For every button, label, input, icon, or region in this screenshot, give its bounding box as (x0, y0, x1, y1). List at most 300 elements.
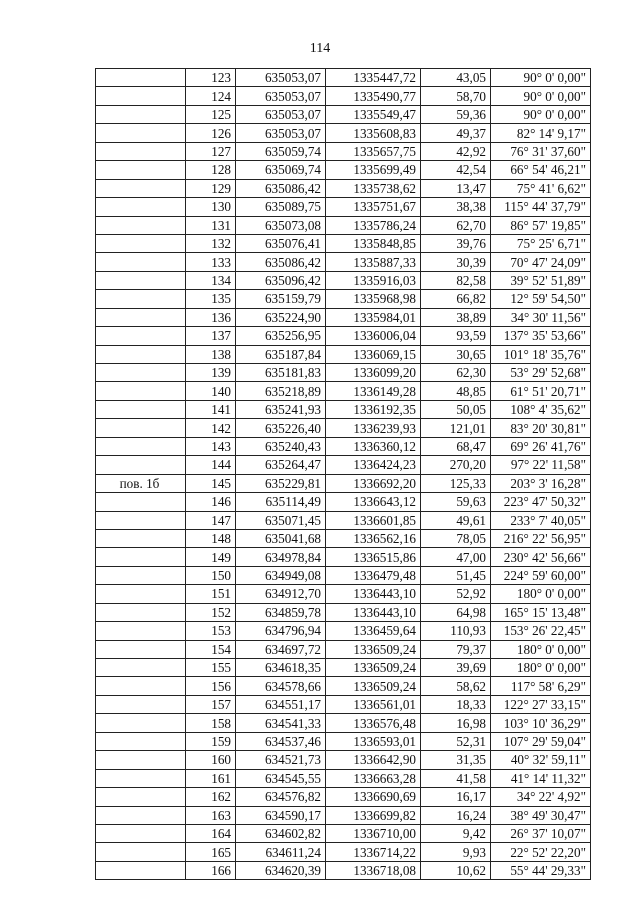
point-number-cell: 163 (186, 806, 236, 824)
x-coordinate-cell: 635059,74 (236, 142, 326, 160)
x-coordinate-cell: 635089,75 (236, 198, 326, 216)
segment-length-cell: 16,98 (421, 714, 491, 732)
x-coordinate-cell: 634796,94 (236, 622, 326, 640)
point-number-cell: 144 (186, 456, 236, 474)
y-coordinate-cell: 1336642,90 (326, 751, 421, 769)
direction-angle-cell: 224° 59' 60,00" (491, 566, 591, 584)
point-number-cell: 131 (186, 216, 236, 234)
table-row (96, 603, 591, 621)
segment-length-cell: 39,69 (421, 659, 491, 677)
table-row (96, 271, 591, 289)
turn-label-cell (96, 861, 186, 879)
segment-length-cell: 49,37 (421, 124, 491, 142)
segment-length-cell: 82,58 (421, 271, 491, 289)
x-coordinate-cell: 635086,42 (236, 253, 326, 271)
page-number: 114 (309, 41, 331, 56)
direction-angle-cell: 39° 52' 51,89" (491, 271, 591, 289)
table-row (96, 253, 591, 271)
direction-angle-cell: 40° 32' 59,11" (491, 751, 591, 769)
x-coordinate-cell: 634602,82 (236, 824, 326, 842)
table-row (96, 824, 591, 842)
x-coordinate-cell: 635229,81 (236, 474, 326, 492)
segment-length-cell: 16,24 (421, 806, 491, 824)
y-coordinate-cell: 1336479,48 (326, 566, 421, 584)
segment-length-cell: 43,05 (421, 69, 491, 87)
direction-angle-cell: 90° 0' 0,00" (491, 69, 591, 87)
point-number-cell: 124 (186, 87, 236, 105)
turn-label-cell (96, 69, 186, 87)
turn-label-cell (96, 585, 186, 603)
turn-label-cell (96, 640, 186, 658)
segment-length-cell: 58,62 (421, 677, 491, 695)
x-coordinate-cell: 634949,08 (236, 566, 326, 584)
coordinates-table (95, 68, 591, 880)
turn-label-cell (96, 198, 186, 216)
x-coordinate-cell: 635096,42 (236, 271, 326, 289)
segment-length-cell: 10,62 (421, 861, 491, 879)
point-number-cell: 154 (186, 640, 236, 658)
table-row (96, 456, 591, 474)
turn-label-cell (96, 548, 186, 566)
segment-length-cell: 79,37 (421, 640, 491, 658)
y-coordinate-cell: 1336099,20 (326, 364, 421, 382)
table-row (96, 69, 591, 87)
y-coordinate-cell: 1336443,10 (326, 585, 421, 603)
direction-angle-cell: 53° 29' 52,68" (491, 364, 591, 382)
point-number-cell: 148 (186, 529, 236, 547)
direction-angle-cell: 97° 22' 11,58" (491, 456, 591, 474)
y-coordinate-cell: 1335887,33 (326, 253, 421, 271)
turn-label-cell (96, 622, 186, 640)
turn-label-cell (96, 843, 186, 861)
point-number-cell: 159 (186, 732, 236, 750)
point-number-cell: 134 (186, 271, 236, 289)
point-number-cell: 150 (186, 566, 236, 584)
x-coordinate-cell: 634912,70 (236, 585, 326, 603)
direction-angle-cell: 90° 0' 0,00" (491, 87, 591, 105)
x-coordinate-cell: 635114,49 (236, 493, 326, 511)
direction-angle-cell: 26° 37' 10,07" (491, 824, 591, 842)
x-coordinate-cell: 635181,83 (236, 364, 326, 382)
segment-length-cell: 50,05 (421, 400, 491, 418)
turn-label-cell (96, 788, 186, 806)
point-number-cell: 166 (186, 861, 236, 879)
point-number-cell: 143 (186, 437, 236, 455)
table-row (96, 87, 591, 105)
segment-length-cell: 62,30 (421, 364, 491, 382)
segment-length-cell: 59,63 (421, 493, 491, 511)
turn-label-cell (96, 234, 186, 252)
point-number-cell: 147 (186, 511, 236, 529)
segment-length-cell: 78,05 (421, 529, 491, 547)
direction-angle-cell: 69° 26' 41,76" (491, 437, 591, 455)
table-row (96, 216, 591, 234)
turn-label-cell (96, 511, 186, 529)
point-number-cell: 160 (186, 751, 236, 769)
direction-angle-cell: 203° 3' 16,28" (491, 474, 591, 492)
table-row (96, 529, 591, 547)
turn-label-cell (96, 271, 186, 289)
segment-length-cell: 62,70 (421, 216, 491, 234)
turn-label-cell (96, 824, 186, 842)
y-coordinate-cell: 1336663,28 (326, 769, 421, 787)
x-coordinate-cell: 635226,40 (236, 419, 326, 437)
direction-angle-cell: 108° 4' 35,62" (491, 400, 591, 418)
turn-label-cell (96, 456, 186, 474)
direction-angle-cell: 41° 14' 11,32" (491, 769, 591, 787)
segment-length-cell: 52,31 (421, 732, 491, 750)
x-coordinate-cell: 634541,33 (236, 714, 326, 732)
segment-length-cell: 30,65 (421, 345, 491, 363)
segment-length-cell: 18,33 (421, 695, 491, 713)
point-number-cell: 157 (186, 695, 236, 713)
direction-angle-cell: 83° 20' 30,81" (491, 419, 591, 437)
turn-label-cell (96, 769, 186, 787)
x-coordinate-cell: 635264,47 (236, 456, 326, 474)
table-row (96, 640, 591, 658)
x-coordinate-cell: 635053,07 (236, 124, 326, 142)
direction-angle-cell: 165° 15' 13,48" (491, 603, 591, 621)
turn-label-cell (96, 806, 186, 824)
direction-angle-cell: 180° 0' 0,00" (491, 640, 591, 658)
segment-length-cell: 9,93 (421, 843, 491, 861)
x-coordinate-cell: 634545,55 (236, 769, 326, 787)
direction-angle-cell: 90° 0' 0,00" (491, 105, 591, 123)
point-number-cell: 129 (186, 179, 236, 197)
direction-angle-cell: 107° 29' 59,04" (491, 732, 591, 750)
segment-length-cell: 121,01 (421, 419, 491, 437)
table-row (96, 751, 591, 769)
y-coordinate-cell: 1335848,85 (326, 234, 421, 252)
table-row (96, 382, 591, 400)
direction-angle-cell: 70° 47' 24,09" (491, 253, 591, 271)
table-row (96, 290, 591, 308)
point-number-cell: 152 (186, 603, 236, 621)
turn-label-cell: пов. 1б (96, 474, 186, 492)
y-coordinate-cell: 1336515,86 (326, 548, 421, 566)
turn-label-cell (96, 529, 186, 547)
y-coordinate-cell: 1336459,64 (326, 622, 421, 640)
y-coordinate-cell: 1335447,72 (326, 69, 421, 87)
table-row (96, 714, 591, 732)
y-coordinate-cell: 1335786,24 (326, 216, 421, 234)
x-coordinate-cell: 635241,93 (236, 400, 326, 418)
direction-angle-cell: 38° 49' 30,47" (491, 806, 591, 824)
table-row (96, 843, 591, 861)
table-row (96, 659, 591, 677)
x-coordinate-cell: 634611,24 (236, 843, 326, 861)
direction-angle-cell: 75° 41' 6,62" (491, 179, 591, 197)
point-number-cell: 136 (186, 308, 236, 326)
y-coordinate-cell: 1336424,23 (326, 456, 421, 474)
table-row (96, 474, 591, 492)
point-number-cell: 132 (186, 234, 236, 252)
table-row (96, 511, 591, 529)
x-coordinate-cell: 634618,35 (236, 659, 326, 677)
x-coordinate-cell: 635256,95 (236, 327, 326, 345)
y-coordinate-cell: 1335738,62 (326, 179, 421, 197)
segment-length-cell: 38,89 (421, 308, 491, 326)
direction-angle-cell: 86° 57' 19,85" (491, 216, 591, 234)
table-row (96, 677, 591, 695)
y-coordinate-cell: 1335490,77 (326, 87, 421, 105)
direction-angle-cell: 55° 44' 29,33" (491, 861, 591, 879)
x-coordinate-cell: 634578,66 (236, 677, 326, 695)
table-row (96, 861, 591, 879)
direction-angle-cell: 82° 14' 9,17" (491, 124, 591, 142)
y-coordinate-cell: 1336509,24 (326, 659, 421, 677)
table-row (96, 493, 591, 511)
segment-length-cell: 66,82 (421, 290, 491, 308)
segment-length-cell: 47,00 (421, 548, 491, 566)
table-row (96, 327, 591, 345)
point-number-cell: 164 (186, 824, 236, 842)
segment-length-cell: 64,98 (421, 603, 491, 621)
x-coordinate-cell: 635069,74 (236, 161, 326, 179)
direction-angle-cell: 61° 51' 20,71" (491, 382, 591, 400)
direction-angle-cell: 22° 52' 22,20" (491, 843, 591, 861)
segment-length-cell: 270,20 (421, 456, 491, 474)
table-row (96, 364, 591, 382)
turn-label-cell (96, 308, 186, 326)
table-row (96, 806, 591, 824)
point-number-cell: 135 (186, 290, 236, 308)
y-coordinate-cell: 1336562,16 (326, 529, 421, 547)
point-number-cell: 138 (186, 345, 236, 363)
segment-length-cell: 68,47 (421, 437, 491, 455)
segment-length-cell: 110,93 (421, 622, 491, 640)
turn-label-cell (96, 253, 186, 271)
y-coordinate-cell: 1336718,08 (326, 861, 421, 879)
y-coordinate-cell: 1336714,22 (326, 843, 421, 861)
table-row (96, 179, 591, 197)
y-coordinate-cell: 1336149,28 (326, 382, 421, 400)
segment-length-cell: 52,92 (421, 585, 491, 603)
y-coordinate-cell: 1336561,01 (326, 695, 421, 713)
direction-angle-cell: 103° 10' 36,29" (491, 714, 591, 732)
segment-length-cell: 49,61 (421, 511, 491, 529)
point-number-cell: 139 (186, 364, 236, 382)
y-coordinate-cell: 1336643,12 (326, 493, 421, 511)
point-number-cell: 161 (186, 769, 236, 787)
y-coordinate-cell: 1336006,04 (326, 327, 421, 345)
point-number-cell: 155 (186, 659, 236, 677)
point-number-cell: 137 (186, 327, 236, 345)
direction-angle-cell: 66° 54' 46,21" (491, 161, 591, 179)
table-row (96, 695, 591, 713)
x-coordinate-cell: 635053,07 (236, 69, 326, 87)
point-number-cell: 130 (186, 198, 236, 216)
direction-angle-cell: 230° 42' 56,66" (491, 548, 591, 566)
table-row (96, 437, 591, 455)
turn-label-cell (96, 659, 186, 677)
turn-label-cell (96, 603, 186, 621)
segment-length-cell: 30,39 (421, 253, 491, 271)
point-number-cell: 125 (186, 105, 236, 123)
y-coordinate-cell: 1336192,35 (326, 400, 421, 418)
direction-angle-cell: 137° 35' 53,66" (491, 327, 591, 345)
x-coordinate-cell: 635187,84 (236, 345, 326, 363)
x-coordinate-cell: 635240,43 (236, 437, 326, 455)
point-number-cell: 126 (186, 124, 236, 142)
turn-label-cell (96, 124, 186, 142)
turn-label-cell (96, 216, 186, 234)
turn-label-cell (96, 695, 186, 713)
y-coordinate-cell: 1336699,82 (326, 806, 421, 824)
y-coordinate-cell: 1336692,20 (326, 474, 421, 492)
x-coordinate-cell: 634978,84 (236, 548, 326, 566)
segment-length-cell: 125,33 (421, 474, 491, 492)
y-coordinate-cell: 1336239,93 (326, 419, 421, 437)
turn-label-cell (96, 751, 186, 769)
x-coordinate-cell: 635073,08 (236, 216, 326, 234)
table-row (96, 769, 591, 787)
table-row (96, 105, 591, 123)
x-coordinate-cell: 634551,17 (236, 695, 326, 713)
y-coordinate-cell: 1336069,15 (326, 345, 421, 363)
table-row (96, 308, 591, 326)
turn-label-cell (96, 179, 186, 197)
table-row (96, 161, 591, 179)
point-number-cell: 123 (186, 69, 236, 87)
point-number-cell: 127 (186, 142, 236, 160)
point-number-cell: 151 (186, 585, 236, 603)
segment-length-cell: 39,76 (421, 234, 491, 252)
table-row (96, 548, 591, 566)
x-coordinate-cell: 635041,68 (236, 529, 326, 547)
turn-label-cell (96, 566, 186, 584)
segment-length-cell: 41,58 (421, 769, 491, 787)
turn-label-cell (96, 400, 186, 418)
y-coordinate-cell: 1336690,69 (326, 788, 421, 806)
x-coordinate-cell: 635053,07 (236, 105, 326, 123)
direction-angle-cell: 233° 7' 40,05" (491, 511, 591, 529)
x-coordinate-cell: 635159,79 (236, 290, 326, 308)
y-coordinate-cell: 1336509,24 (326, 677, 421, 695)
direction-angle-cell: 216° 22' 56,95" (491, 529, 591, 547)
segment-length-cell: 51,45 (421, 566, 491, 584)
x-coordinate-cell: 635076,41 (236, 234, 326, 252)
turn-label-cell (96, 87, 186, 105)
table-row (96, 234, 591, 252)
point-number-cell: 156 (186, 677, 236, 695)
segment-length-cell: 31,35 (421, 751, 491, 769)
direction-angle-cell: 223° 47' 50,32" (491, 493, 591, 511)
turn-label-cell (96, 327, 186, 345)
segment-length-cell: 9,42 (421, 824, 491, 842)
direction-angle-cell: 12° 59' 54,50" (491, 290, 591, 308)
turn-label-cell (96, 142, 186, 160)
direction-angle-cell: 34° 22' 4,92" (491, 788, 591, 806)
segment-length-cell: 38,38 (421, 198, 491, 216)
y-coordinate-cell: 1335968,98 (326, 290, 421, 308)
y-coordinate-cell: 1336509,24 (326, 640, 421, 658)
turn-label-cell (96, 677, 186, 695)
y-coordinate-cell: 1335984,01 (326, 308, 421, 326)
y-coordinate-cell: 1336360,12 (326, 437, 421, 455)
point-number-cell: 140 (186, 382, 236, 400)
direction-angle-cell: 153° 26' 22,45" (491, 622, 591, 640)
turn-label-cell (96, 493, 186, 511)
turn-label-cell (96, 345, 186, 363)
x-coordinate-cell: 634697,72 (236, 640, 326, 658)
turn-label-cell (96, 290, 186, 308)
table-row (96, 198, 591, 216)
segment-length-cell: 59,36 (421, 105, 491, 123)
segment-length-cell: 93,59 (421, 327, 491, 345)
turn-label-cell (96, 364, 186, 382)
x-coordinate-cell: 635071,45 (236, 511, 326, 529)
point-number-cell: 146 (186, 493, 236, 511)
turn-label-cell (96, 161, 186, 179)
y-coordinate-cell: 1335608,83 (326, 124, 421, 142)
direction-angle-cell: 122° 27' 33,15" (491, 695, 591, 713)
x-coordinate-cell: 635224,90 (236, 308, 326, 326)
segment-length-cell: 58,70 (421, 87, 491, 105)
direction-angle-cell: 75° 25' 6,71" (491, 234, 591, 252)
turn-label-cell (96, 714, 186, 732)
turn-label-cell (96, 419, 186, 437)
point-number-cell: 165 (186, 843, 236, 861)
direction-angle-cell: 117° 58' 6,29" (491, 677, 591, 695)
table-row (96, 345, 591, 363)
point-number-cell: 162 (186, 788, 236, 806)
point-number-cell: 149 (186, 548, 236, 566)
y-coordinate-cell: 1336601,85 (326, 511, 421, 529)
segment-length-cell: 16,17 (421, 788, 491, 806)
table-row (96, 622, 591, 640)
point-number-cell: 128 (186, 161, 236, 179)
direction-angle-cell: 180° 0' 0,00" (491, 659, 591, 677)
y-coordinate-cell: 1336576,48 (326, 714, 421, 732)
table-row (96, 124, 591, 142)
table-row (96, 585, 591, 603)
x-coordinate-cell: 634576,82 (236, 788, 326, 806)
direction-angle-cell: 76° 31' 37,60" (491, 142, 591, 160)
direction-angle-cell: 101° 18' 35,76" (491, 345, 591, 363)
x-coordinate-cell: 635218,89 (236, 382, 326, 400)
y-coordinate-cell: 1336593,01 (326, 732, 421, 750)
direction-angle-cell: 34° 30' 11,56" (491, 308, 591, 326)
direction-angle-cell: 180° 0' 0,00" (491, 585, 591, 603)
y-coordinate-cell: 1335549,47 (326, 105, 421, 123)
point-number-cell: 153 (186, 622, 236, 640)
y-coordinate-cell: 1336710,00 (326, 824, 421, 842)
y-coordinate-cell: 1335657,75 (326, 142, 421, 160)
point-number-cell: 141 (186, 400, 236, 418)
y-coordinate-cell: 1335916,03 (326, 271, 421, 289)
y-coordinate-cell: 1335699,49 (326, 161, 421, 179)
x-coordinate-cell: 634620,39 (236, 861, 326, 879)
turn-label-cell (96, 382, 186, 400)
point-number-cell: 145 (186, 474, 236, 492)
coordinates-table-body (96, 69, 591, 880)
segment-length-cell: 13,47 (421, 179, 491, 197)
point-number-cell: 133 (186, 253, 236, 271)
table-row (96, 788, 591, 806)
direction-angle-cell: 115° 44' 37,79" (491, 198, 591, 216)
y-coordinate-cell: 1335751,67 (326, 198, 421, 216)
x-coordinate-cell: 634590,17 (236, 806, 326, 824)
x-coordinate-cell: 634521,73 (236, 751, 326, 769)
turn-label-cell (96, 105, 186, 123)
x-coordinate-cell: 634859,78 (236, 603, 326, 621)
point-number-cell: 142 (186, 419, 236, 437)
table-row (96, 142, 591, 160)
table-row (96, 400, 591, 418)
segment-length-cell: 42,54 (421, 161, 491, 179)
table-row (96, 419, 591, 437)
